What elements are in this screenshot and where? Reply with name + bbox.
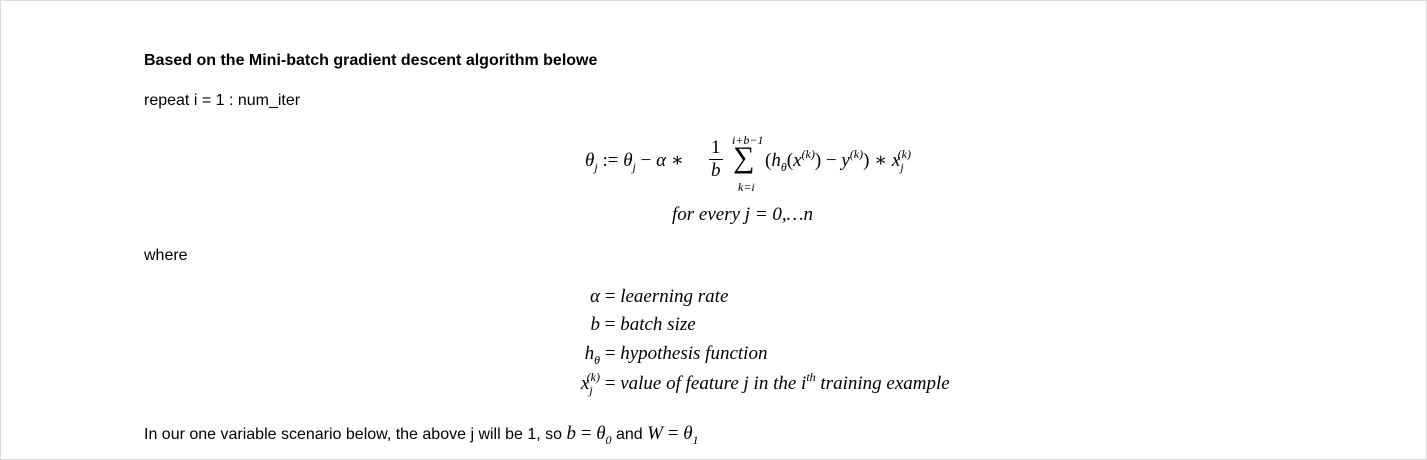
sum-lower-limit: k=i — [738, 180, 755, 194]
definition-meaning: batch size — [620, 314, 696, 335]
closing-and: and — [616, 426, 643, 443]
definition-symbol: b — [590, 314, 600, 335]
closing-eq-b: $b = \theta_0$ — [566, 423, 612, 447]
repeat-line: repeat i = 1 : num_iter — [144, 92, 301, 109]
heading: Based on the Mini-batch gradient descent algorithm belowe — [144, 52, 598, 69]
update-rule-lhs: $\theta_j$ := $\theta_j - \alpha$ ∗ — [585, 150, 684, 174]
fraction-numerator: 1 — [711, 137, 721, 158]
where-label: where — [144, 247, 188, 264]
fraction-denominator: b — [711, 160, 721, 181]
definition-symbol: $h_\theta$ — [584, 343, 600, 367]
update-rule-fraction — [709, 137, 723, 182]
closing-eq-w: $W = \theta_1$ — [647, 423, 699, 447]
update-rule-equation — [585, 135, 955, 200]
definition-symbol: α — [590, 286, 600, 307]
for-every-line: for every j = 0,…n — [672, 204, 814, 225]
definition-alpha: α = leaerning rate — [560, 286, 728, 308]
update-rule-body: $(h_\theta(x^{(k)}) - y^{(k)})$ ∗ $x_j^{(k)}$ — [765, 147, 911, 174]
definition-meaning: hypothesis function — [620, 343, 768, 364]
summation-icon: ∑ — [733, 141, 755, 174]
sum-upper-limit: i+b−1 — [732, 133, 764, 147]
definition-x-jk: $x_j^{(k)}$ = value of feature j in the $i^{th}$ training example — [560, 373, 950, 395]
definition-symbol: $x_j^{(k)}$ — [580, 370, 600, 397]
definition-h-theta: $h_\theta$ = hypothesis function — [560, 343, 767, 365]
definition-b: b = batch size — [560, 314, 696, 336]
closing-prefix: In our one variable scenario below, the above j will be 1, so — [144, 426, 563, 443]
closing-line — [144, 423, 699, 445]
definition-meaning: leaerning rate — [620, 286, 729, 307]
